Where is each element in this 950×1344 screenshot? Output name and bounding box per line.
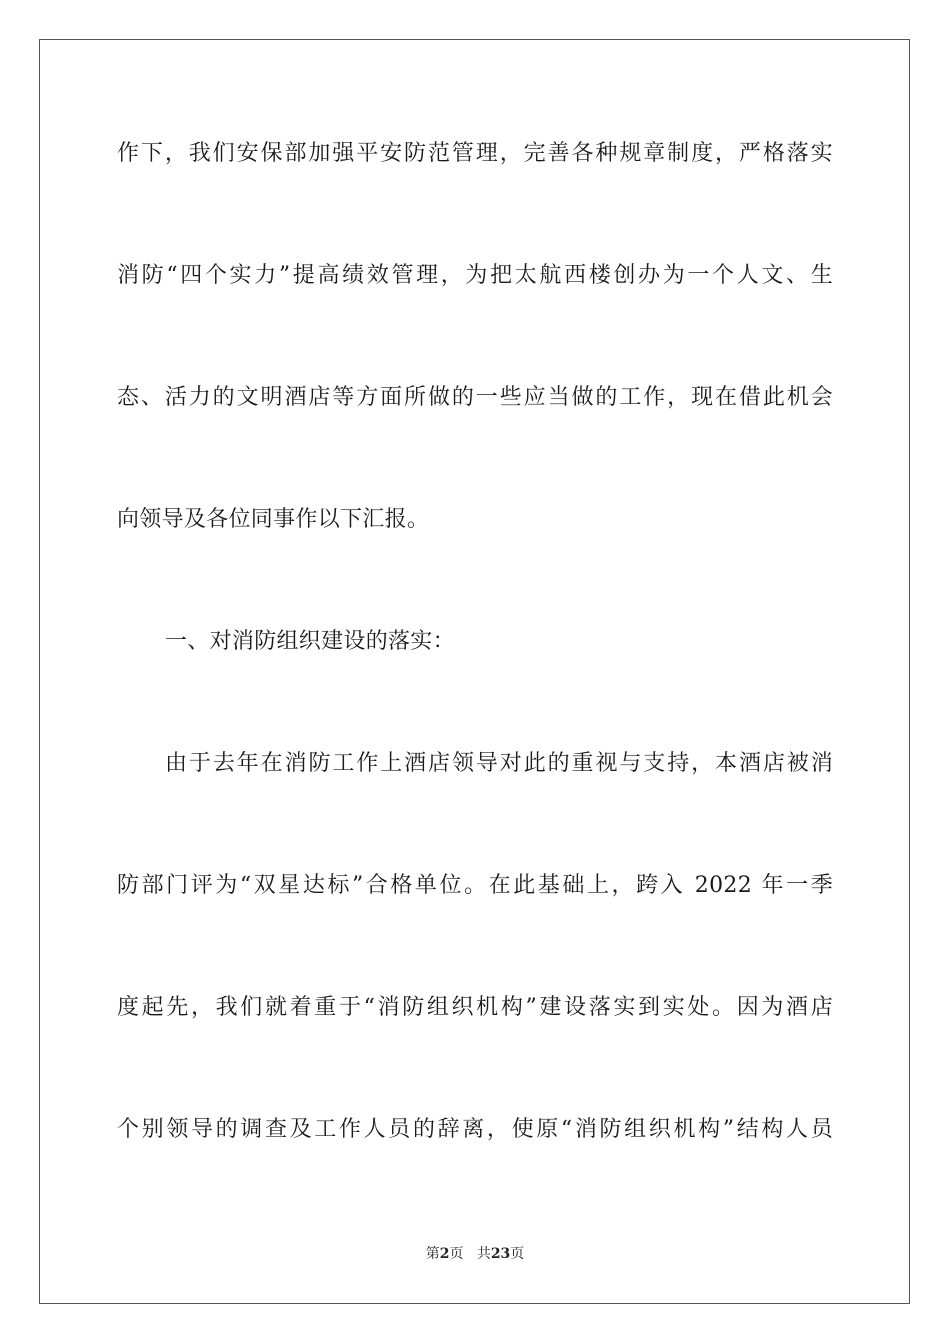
footer-total-suffix: 页 xyxy=(510,1246,525,1262)
paragraph-line-6: 防部门评为“双星达标”合格单位。在此基础上，跨入 2022 年一季 xyxy=(117,873,833,898)
paragraph-line-5: 由于去年在消防工作上酒店领导对此的重视与支持，本酒店被消 xyxy=(165,751,833,776)
footer-page-suffix: 页 xyxy=(449,1246,464,1262)
page-footer xyxy=(0,1244,950,1264)
section-heading: 一、对消防组织建设的落实： xyxy=(165,629,455,654)
paragraph-line-3: 态、活力的文明酒店等方面所做的一些应当做的工作，现在借此机会 xyxy=(117,385,833,410)
paragraph-line-8: 个别领导的调查及工作人员的辞离，使原“消防组织机构”结构人员 xyxy=(117,1117,833,1142)
paragraph-line-7: 度起先，我们就着重于“消防组织机构”建设落实到实处。因为酒店 xyxy=(117,995,833,1020)
footer-page-prefix: 第 xyxy=(425,1246,440,1262)
paragraph-line-2: 消防“四个实力”提高绩效管理，为把太航西楼创办为一个人文、生 xyxy=(117,263,833,288)
paragraph-line-1: 作下，我们安保部加强平安防范管理，完善各种规章制度，严格落实 xyxy=(117,141,833,166)
footer-total-prefix: 共 xyxy=(476,1246,491,1262)
footer-page-total: 23 xyxy=(490,1246,511,1262)
paragraph-line-4: 向领导及各位同事作以下汇报。 xyxy=(117,507,430,532)
footer-page-current: 2 xyxy=(439,1246,450,1262)
